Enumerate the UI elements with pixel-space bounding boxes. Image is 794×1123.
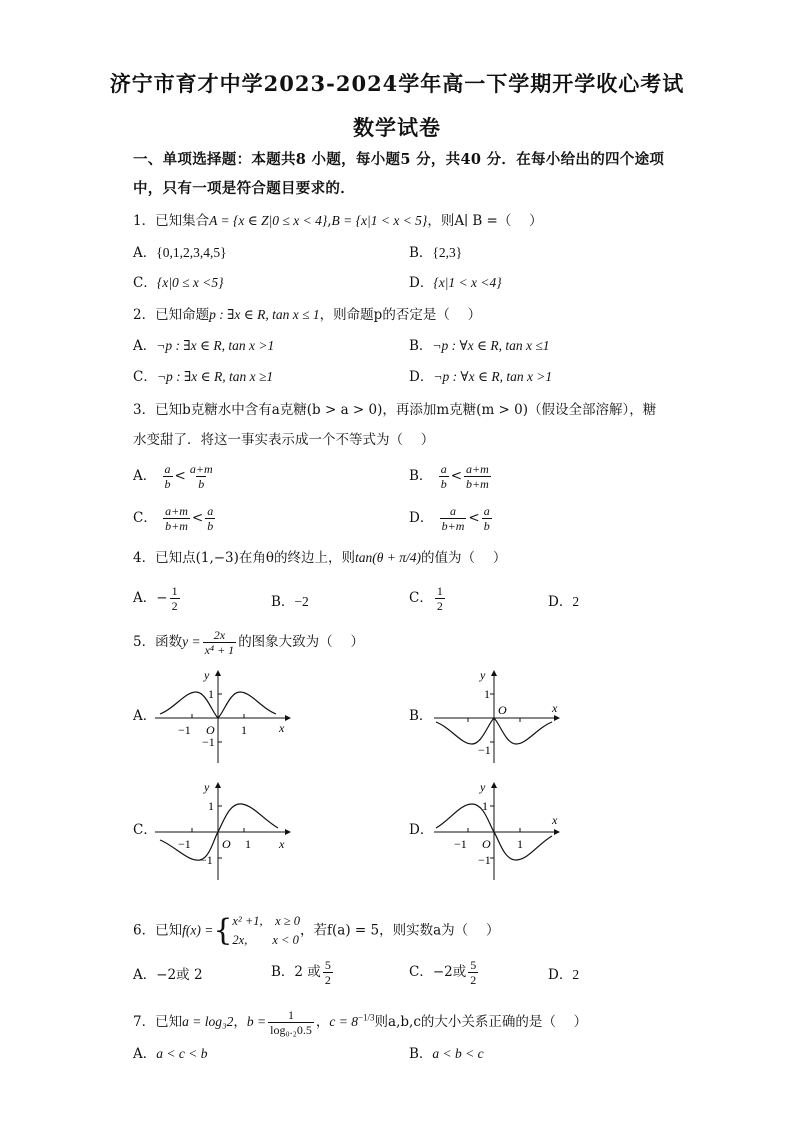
fraction: $\frac{1}{\text{log₀.₂0.5}}$ — [270, 1008, 312, 1037]
question-7-stem: 7．已知a = log₃2，b = $\frac{1}{\text{log₀.₂0.5}}$ ，$c = 8^{-1/3}$则a,b,c的大小关系正确的是（ ） — [133, 1008, 588, 1037]
question-1-stem: 1．已知集合A = {x ∈ Z|0 ≤ x < 4},B = {x|1 < x < 5}，则A∣ B =（ ） — [133, 213, 543, 229]
fraction: $\frac{2x}{\text{x⁴ + 1}}$ — [204, 628, 235, 657]
tick-label: −1 — [178, 837, 191, 851]
question-1-option-a[interactable]: A．{0,1,2,3,4,5} — [133, 245, 227, 261]
question-1-option-b[interactable]: B．{2,3} — [409, 245, 463, 261]
tick-label: 1 — [208, 687, 214, 701]
question-3-option-b[interactable]: B． $\frac{a}{b}$ < $\frac{a+m}{b+m}$ — [409, 462, 489, 491]
fraction: $\frac{5}{2}$ — [324, 958, 331, 987]
tick-label: −1 — [200, 853, 213, 867]
fraction: $\frac{a}{b}$ — [207, 504, 214, 533]
question-3-option-d[interactable]: D． $\frac{a}{b+m}$ < $\frac{a}{b}$ — [409, 504, 490, 533]
tick-label: 1 — [517, 837, 523, 851]
question-2-option-d[interactable]: D．¬p : ∀x ∈ R, tan x >1 — [409, 369, 553, 385]
question-6-option-c[interactable]: C．−2或 $\frac{5}{2}$ — [409, 958, 477, 987]
question-5-option-a[interactable]: A． — [133, 708, 157, 724]
tick-label: −1 — [478, 853, 491, 867]
axis-y-label: y — [480, 668, 486, 682]
axis-y-label: y — [204, 780, 210, 794]
question-5-option-c[interactable]: C． — [133, 822, 157, 838]
exam-title: 济宁市育才中学2023-2024学年高一下学期开学收心考试 — [109, 71, 685, 96]
fraction: $\frac{1}{2}$ — [171, 584, 178, 613]
question-7-option-a[interactable]: A．a < c < b — [133, 1046, 208, 1062]
question-7-option-b[interactable]: B．a < b < c — [409, 1046, 484, 1062]
question-6-stem: 6．已知f(x) ={x² +1, x ≥ 0 2x, x < 0，若f(a) = 5，则实数a为（ ） — [133, 913, 500, 948]
fraction: $\frac{5}{2}$ — [470, 958, 477, 987]
tick-label: −1 — [178, 723, 191, 737]
fraction: $\frac{a}{b}$ — [164, 462, 171, 491]
question-5-option-b[interactable]: B． — [409, 708, 433, 724]
graph-d[interactable] — [432, 780, 572, 885]
question-2-option-b[interactable]: B．¬p : ∀x ∈ R, tan x ≤1 — [409, 338, 550, 354]
question-5-option-d[interactable]: D． — [409, 822, 434, 838]
fraction: $\frac{a+m}{b+m}$ — [165, 504, 188, 533]
tick-label: −1 — [454, 837, 467, 851]
fraction: $\frac{a+m}{b+m}$ — [466, 462, 489, 491]
brace: { — [213, 913, 233, 948]
graph-a[interactable] — [150, 668, 300, 768]
tick-label: 1 — [245, 837, 251, 851]
axis-y-label: y — [204, 668, 210, 682]
question-6-option-d[interactable]: D．2 — [548, 967, 580, 983]
fraction: $\frac{a}{b+m}$ — [441, 504, 465, 533]
axis-x-label: x — [279, 837, 285, 851]
graph-b[interactable] — [432, 668, 572, 768]
question-4-stem: 4．已知点(1,−3)在角θ的终边上，则tan(θ + π/4)的值为（ ） — [133, 550, 507, 566]
tick-label: 1 — [241, 723, 247, 737]
question-6-option-a[interactable]: A．−2或 2 — [133, 967, 203, 983]
section-heading: 一、单项选择题：本题共8 小题，每小题5 分，共40 分．在每小给出的四个途项中，只有一项是符合题目要求的． — [133, 151, 665, 197]
question-2-stem: 2．已知命题p : ∃x ∈ R, tan x ≤ 1，则命题p的否定是（ ） — [133, 307, 482, 323]
question-1-option-c[interactable]: C．{x|0 ≤ x <5} — [133, 275, 224, 291]
fraction: $\frac{1}{2}$ — [436, 584, 443, 613]
question-4-option-d[interactable]: D．2 — [548, 594, 580, 610]
fraction: $\frac{a}{b}$ — [483, 504, 490, 533]
axis-x-label: x — [552, 813, 558, 827]
question-3-stem-line2: 水变甜了．将这一事实表示成一个不等式为（ ） — [133, 432, 435, 448]
question-4-option-b[interactable]: B．−2 — [271, 594, 309, 610]
axis-y-label: y — [480, 780, 486, 794]
question-3-option-c[interactable]: C． $\frac{a+m}{b+m}$ < $\frac{a}{b}$ — [133, 504, 214, 533]
question-3-stem-line1: 3．已知b克糖水中含有a克糖(b > a > 0)，再添加m克糖(m > 0)（假设全部溶解），糖 — [133, 402, 657, 418]
origin-label: O — [222, 837, 231, 851]
graph-c[interactable] — [150, 780, 300, 885]
question-3-option-a[interactable]: A． $\frac{a}{b}$ < $\frac{a+m}{b}$ — [133, 462, 213, 491]
question-2-option-c[interactable]: C．¬p : ∃x ∈ R, tan x ≥1 — [133, 369, 274, 385]
tick-label: −1 — [478, 743, 491, 757]
tick-label: 1 — [484, 687, 490, 701]
fraction: $\frac{a+m}{b}$ — [189, 462, 213, 491]
origin-label: O — [498, 703, 507, 717]
question-5-stem: 5．函数y = $\frac{2x}{\text{x⁴ + 1}}$ 的图象大致为（ ） — [133, 628, 364, 657]
fraction: $\frac{a}{b}$ — [440, 462, 447, 491]
tick-label: −1 — [202, 735, 215, 749]
tick-label: 1 — [482, 799, 488, 813]
question-1-option-d[interactable]: D．{x|1 < x <4} — [409, 275, 502, 291]
exam-subtitle: 数学试卷 — [353, 115, 441, 140]
question-4-option-c[interactable]: C． $\frac{1}{2}$ — [409, 584, 443, 613]
question-6-option-b[interactable]: B．2 或 $\frac{5}{2}$ — [271, 958, 331, 987]
axis-x-label: x — [552, 701, 558, 715]
axis-x-label: x — [279, 721, 285, 735]
piecewise: x² +1, x ≥ 0 2x, x < 0 — [232, 914, 301, 947]
origin-label: O — [206, 723, 215, 737]
origin-label: O — [482, 837, 491, 851]
question-2-option-a[interactable]: A．¬p : ∃x ∈ R, tan x >1 — [133, 338, 275, 354]
tick-label: 1 — [208, 799, 214, 813]
question-4-option-a[interactable]: A．− $\frac{1}{2}$ — [133, 584, 178, 613]
